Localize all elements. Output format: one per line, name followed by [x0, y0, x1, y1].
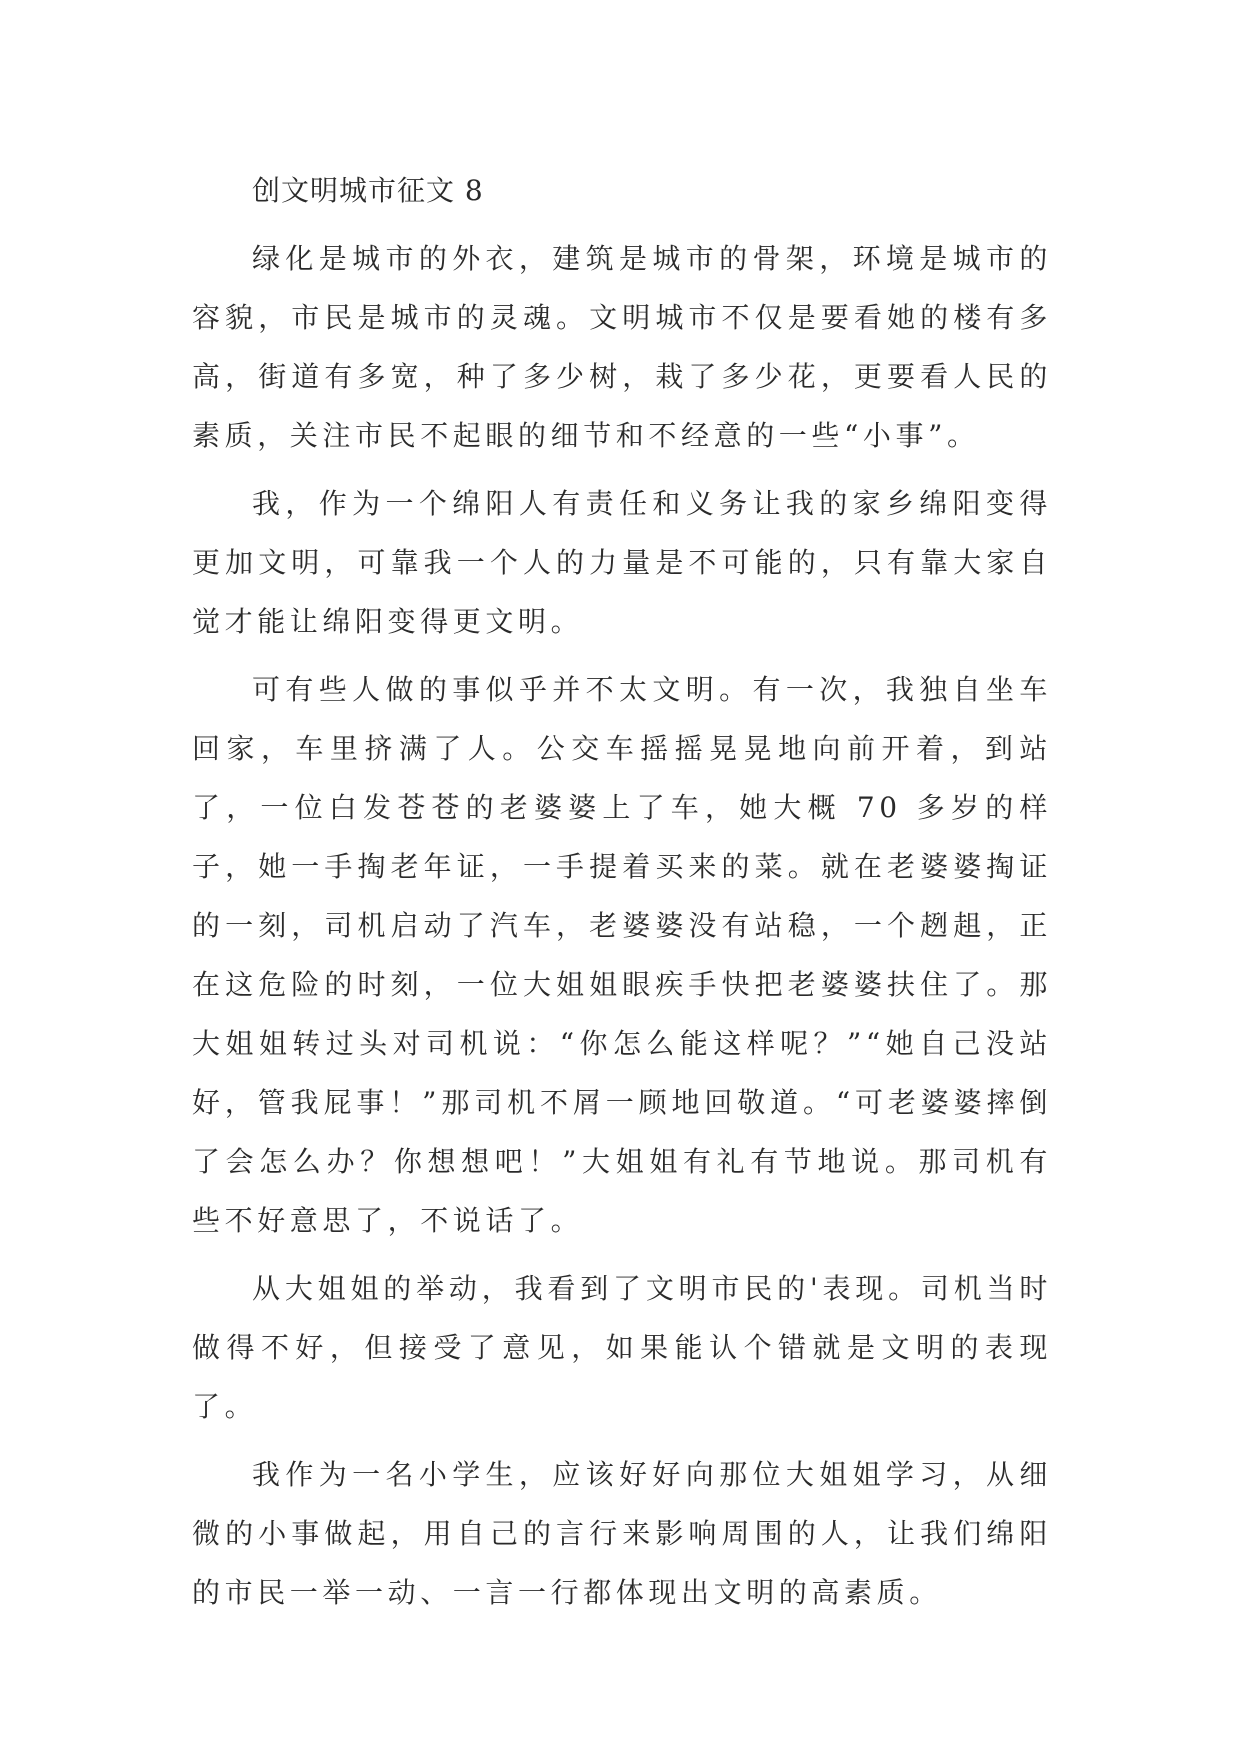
- document-body: [192, 162, 1052, 1622]
- paragraph-1: 绿化是城市的外衣，建筑是城市的骨架，环境是城市的容貌，市民是城市的灵魂。文明城市不仅是要看她的楼有多高，街道有多宽，种了多少树，栽了多少花，更要看人民的素质，关注市民不起眼的细节和不经意的一些“小事”。: [192, 242, 1052, 452]
- document-title: 创文明城市征文 8: [252, 174, 484, 207]
- paragraph-4: 从大姐姐的举动，我看到了文明市民的'表现。司机当时做得不好，但接受了意见，如果能认个错就是文明的表现了。: [192, 1272, 1052, 1423]
- paragraph-5: 我作为一名小学生，应该好好向那位大姐姐学习，从细微的小事做起，用自己的言行来影响周围的人，让我们绵阳的市民一举一动、一言一行都体现出文明的高素质。: [192, 1458, 1052, 1609]
- paragraph-3: 可有些人做的事似乎并不太文明。有一次，我独自坐车回家，车里挤满了人。公交车摇摇晃晃地向前开着，到站了，一位白发苍苍的老婆婆上了车，她大概 70 多岁的样子，她一手掏老年证，一手提着买来的菜。就在老婆婆掏证的一刻，司机启动了汽车，老婆婆没有站稳，一个趔趄，正在这危险的时刻，一位大姐姐眼疾手快把老婆婆扶住了。那大姐姐转过头对司机说：“你怎么能这样呢？”“她自己没站好，管我屁事！”那司机不屑一顾地回敬道。“可老婆婆摔倒了会怎么办？你想想吧！”大姐姐有礼有节地说。那司机有些不好意思了，不说话了。: [192, 673, 1052, 1237]
- paragraph-2: 我，作为一个绵阳人有责任和义务让我的家乡绵阳变得更加文明，可靠我一个人的力量是不可能的，只有靠大家自觉才能让绵阳变得更文明。: [192, 487, 1052, 638]
